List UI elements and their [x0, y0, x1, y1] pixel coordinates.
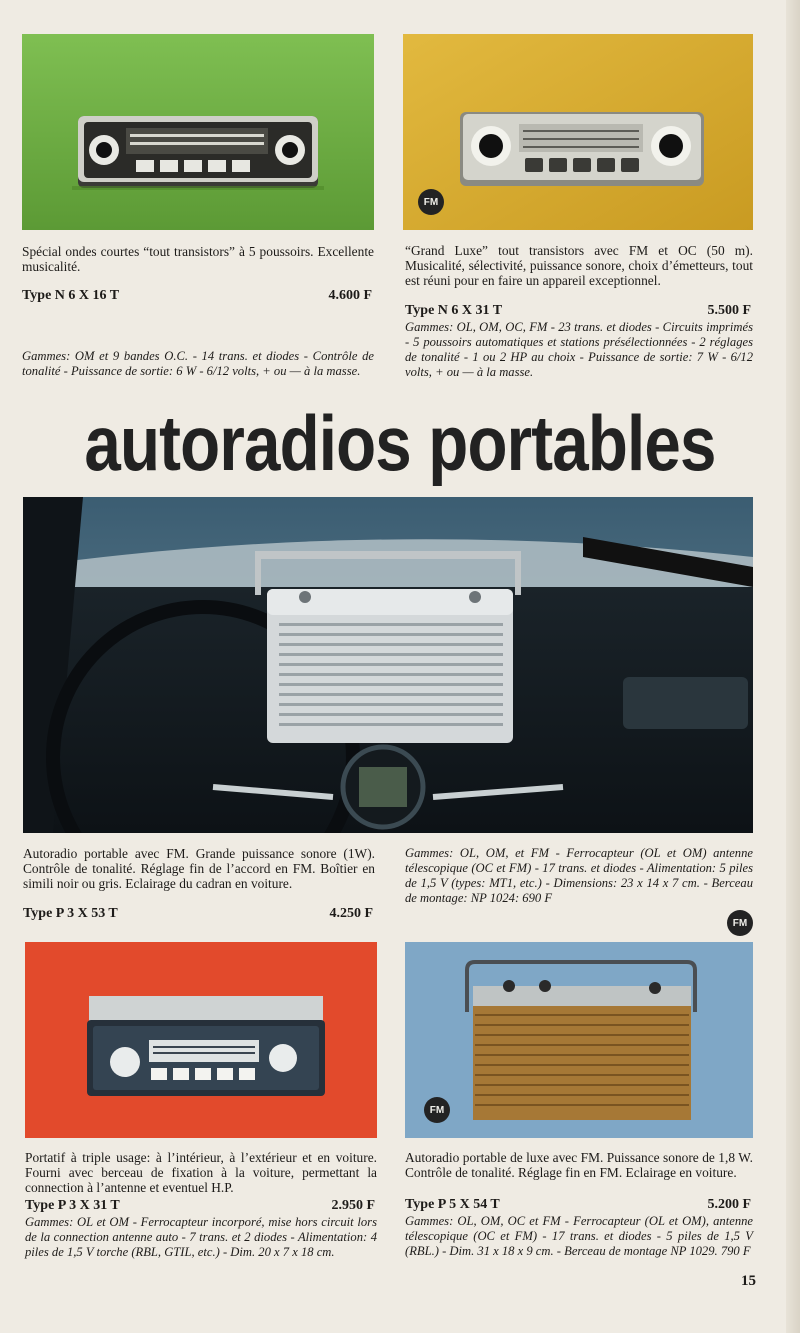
product-description: Spécial ondes courtes “tout transistors” à 5 poussoirs. Excellente musicalité.	[22, 244, 374, 274]
product-description: “Grand Luxe” tout transistors avec FM et OC (50 m). Musicalité, sélectivité, puissance sonore, choix d’émetteurs, tout est réuni pour en faire un appareil exceptionnel.	[405, 243, 753, 288]
product-price: 5.200 F	[707, 1197, 751, 1212]
car-radio-illustration	[22, 34, 374, 230]
product-description: Portatif à triple usage: à l’intérieur, à l’extérieur et en voiture. Fourni avec berceau de fixation à la voiture, permettant la connection à l’antenne et eventuel H.P.	[25, 1150, 377, 1195]
fm-badge-icon: FM	[727, 910, 753, 936]
product-specs: Gammes: OL, OM, OC, FM - 23 trans. et diodes - Circuits imprimés - 5 poussoirs automatiques et stations présélectionnées - 2 réglages de tonalité - 1 ou 2 HP au choix - Puissance de sortie: 7 W - 6/12 volts, + ou — à la masse.	[405, 320, 753, 379]
product-type: Type N 6 X 16 T	[22, 288, 120, 303]
car-radio-illustration	[403, 34, 753, 230]
product-type-row	[405, 1197, 751, 1213]
product-type: Type P 3 X 31 T	[25, 1198, 120, 1213]
product-specs: Gammes: OM et 9 bandes O.C. - 14 trans. et diodes - Contrôle de tonalité - Puissance de sortie: 6 W - 6/12 volts, + ou — à la masse.	[22, 349, 374, 378]
product-photo-n6x31t	[403, 34, 753, 230]
product-price: 4.600 F	[328, 288, 372, 303]
section-heading: autoradios portables	[84, 399, 716, 487]
product-specs: Gammes: OL, OM, et FM - Ferrocapteur (OL et OM) antenne télescopique (OC et FM) - 17 trans. et diodes - Alimentation: 5 piles de 1,5 V (types: MT1, etc.) - Dimensions: 23 x 14 x 7 cm. - Berceau de montage: NP 1024: 690 F	[405, 846, 753, 905]
portable-radio-illustration	[25, 942, 377, 1138]
product-description: Autoradio portable avec FM. Grande puissance sonore (1W). Contrôle de tonalité. Réglage fin de l’accord en FM. Boîtier en simili noir ou gris. Eclairage du cadran en voiture.	[23, 846, 375, 891]
product-photo-p3x31t	[25, 942, 377, 1138]
product-type: Type N 6 X 31 T	[405, 303, 503, 318]
product-specs: Gammes: OL, OM, OC et FM - Ferrocapteur (OL et OM), antenne télescopique (OC et FM) - 17 trans. et diodes - 5 piles de 1,5 V (RBL.) - Dim. 31 x 18 x 9 cm. - Berceau de montage NP 1029. 790 F	[405, 1214, 753, 1258]
page-number: 15	[741, 1273, 756, 1289]
product-type-row	[405, 303, 751, 319]
portable-radio-illustration	[405, 942, 753, 1138]
product-price: 4.250 F	[329, 906, 373, 921]
product-price: 2.950 F	[331, 1198, 375, 1213]
product-type-row	[25, 1198, 375, 1214]
product-description: Autoradio portable de luxe avec FM. Puissance sonore de 1,8 W. Contrôle de tonalité. Réglage fin en FM. Eclairage en voiture.	[405, 1150, 753, 1180]
product-photo-p5x54t	[405, 942, 753, 1138]
product-photo-n6x16t	[22, 34, 374, 230]
product-type-row	[22, 288, 372, 304]
page-edge	[786, 0, 800, 1333]
fm-badge-icon: FM	[424, 1097, 450, 1123]
portable-radio-in-car-illustration	[23, 497, 753, 833]
product-type-row	[23, 906, 373, 922]
product-type: Type P 3 X 53 T	[23, 906, 118, 921]
fm-badge-icon: FM	[418, 189, 444, 215]
product-price: 5.500 F	[707, 303, 751, 318]
product-specs: Gammes: OL et OM - Ferrocapteur incorporé, mise hors circuit lors de la connection antenne auto - 7 trans. et 2 diodes - Alimentation: 4 piles de 1,5 V torche (RBL, GTIL, etc.) - Dim. 20 x 7 x 18 cm.	[25, 1215, 377, 1259]
product-type: Type P 5 X 54 T	[405, 1197, 500, 1212]
car-interior-photo	[23, 497, 753, 833]
